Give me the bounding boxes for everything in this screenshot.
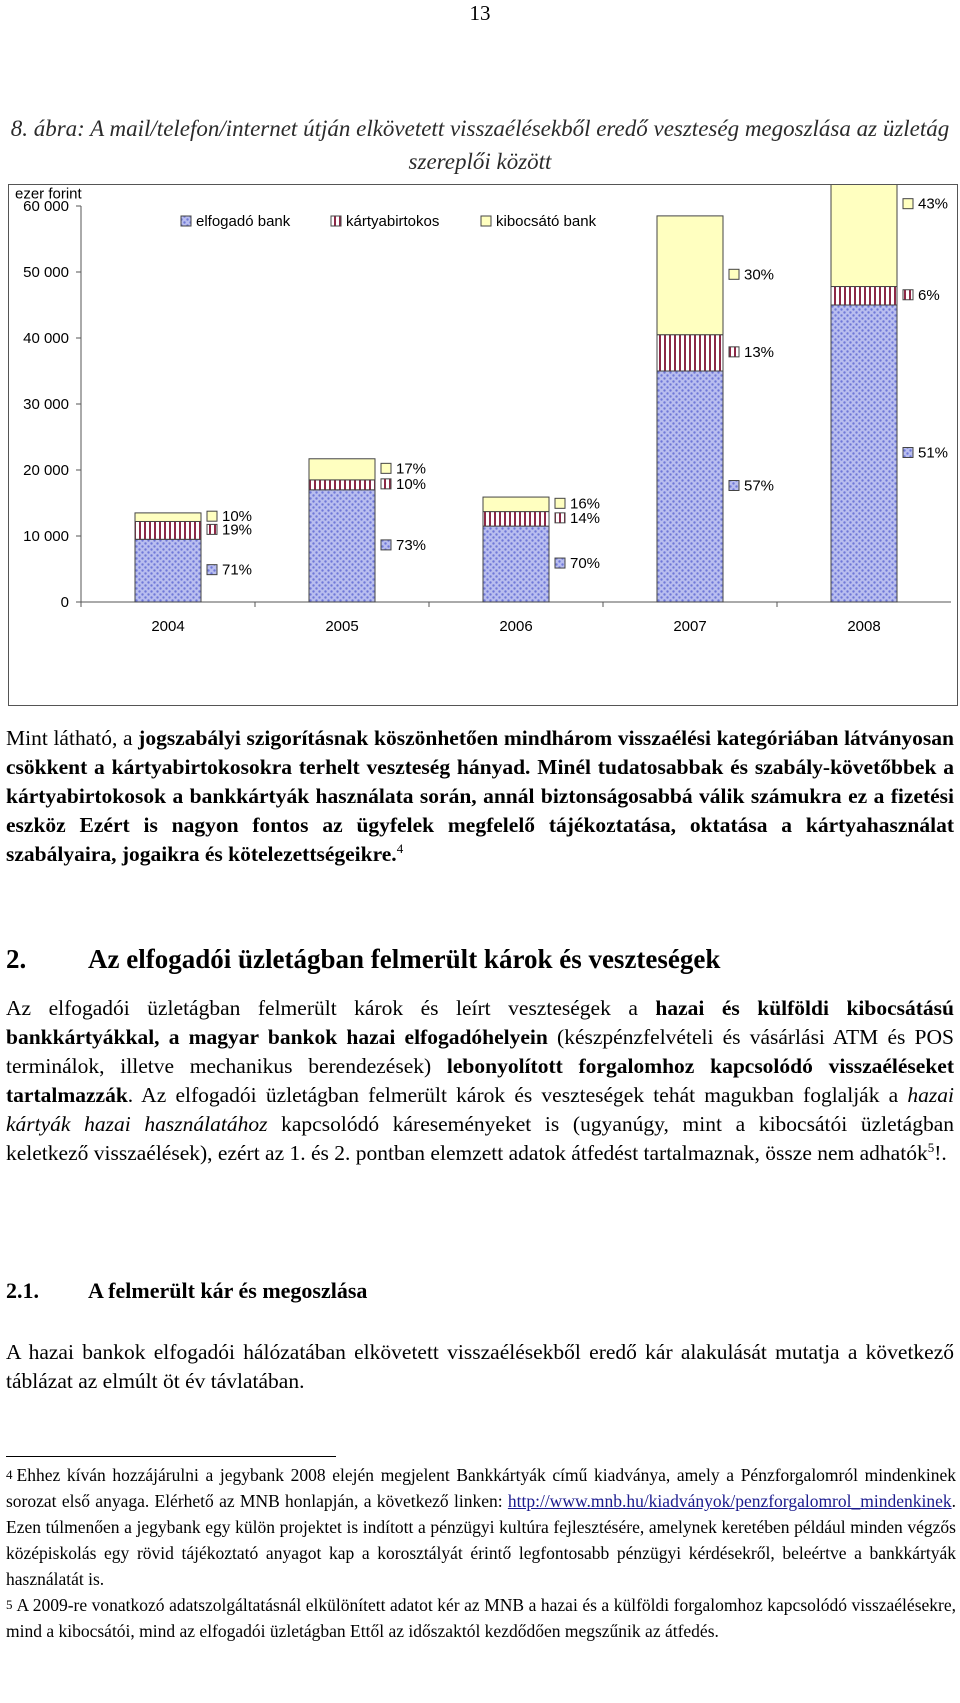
data-label: 70% (570, 555, 601, 573)
legend-swatch (181, 216, 191, 226)
data-label-swatch (729, 347, 739, 357)
data-label: 16% (570, 495, 601, 513)
data-label: 51% (918, 444, 949, 462)
bar-segment-elfogadó-bank (831, 305, 897, 602)
footnote-4-mark: 4 (6, 1467, 13, 1482)
bar-segment-kibocsátó-bank (483, 497, 549, 512)
data-label: 30% (744, 266, 775, 284)
footnote-ref-4: 4 (396, 840, 404, 856)
data-label-swatch (207, 511, 217, 521)
x-tick-label: 2004 (151, 618, 185, 635)
data-label-swatch (381, 540, 391, 550)
footnote-4-text-1: Ehhez kíván hozzájárulni a jegybank 2008 elején megjelent Bankkártyák című kiadványa, amely a Pénzforgalomról mindenkinek sorozat első anyaga. Elérhető az MNB honlapján, a következő linken: (6, 1465, 956, 1511)
footnote-4-text-2: . Ezen túlmenően a jegybank egy külön projektet is indított a pénzügyi kultúra fejlesztésére, amelynek keretében például minden végzős középiskolás egy rövid tájékoztató anyagot kap a korosztályát érintő legfontosabb pénzügyi kérdésekről, beleértve a bankkártyák használatát is. (6, 1491, 956, 1589)
data-label-swatch (207, 524, 217, 534)
para2-text-5: !. (934, 1141, 947, 1165)
data-label: 14% (570, 509, 601, 527)
y-tick-label: 60 000 (23, 198, 69, 215)
section-number: 2. (6, 944, 27, 974)
bar-segment-kártyabirtokos (135, 521, 201, 539)
bar-segment-kibocsátó-bank (657, 216, 723, 335)
bar-segment-kártyabirtokos (657, 335, 723, 371)
data-label-swatch (381, 479, 391, 489)
para2-italic: hazai kártyák hazai használatához (6, 1083, 954, 1136)
para1-text: Mint látható, a (6, 726, 139, 750)
y-tick-label: 0 (60, 594, 69, 611)
subsection-number: 2.1. (6, 1278, 39, 1303)
para2-text-2: (készpénzfelvételi és vásárlási ATM és POS terminálok, illetve mechanikus berendezések) (6, 1025, 954, 1078)
x-tick-label: 2007 (673, 618, 707, 635)
data-label: 71% (222, 561, 253, 579)
data-label-swatch (729, 269, 739, 279)
legend-swatch (331, 216, 341, 226)
data-label-swatch (555, 513, 565, 523)
para2-bold-2: lebonyolított forgalomhoz kapcsolódó visszaéléseket tartalmazzák (6, 1054, 954, 1107)
data-label-swatch (555, 498, 565, 508)
data-label: 10% (396, 475, 427, 493)
footnote-4 (6, 1462, 956, 1592)
footnote-5-text: A 2009-re vonatkozó adatszolgáltatásnál elkülönített adatot kér az MNB a hazai és a külföldi forgalomhoz kapcsolódó visszaélésekre, mind a kibocsátói, mind az elfogadói üzletágban Ettől az időszaktól kezdődően megszűnik az átfedés. (6, 1595, 956, 1641)
bar-segment-elfogadó-bank (309, 490, 375, 602)
para2-text-1: Az elfogadói üzletágban felmerült károk és leírt veszteségek a (6, 996, 656, 1020)
data-label: 6% (918, 286, 940, 304)
y-tick-label: 10 000 (23, 528, 69, 545)
data-label-swatch (903, 290, 913, 300)
bar-segment-kibocsátó-bank (831, 185, 897, 287)
y-tick-label: 30 000 (23, 396, 69, 413)
data-label-swatch (729, 481, 739, 491)
paragraph-loss-share (6, 724, 954, 869)
bar-segment-kártyabirtokos (309, 480, 375, 490)
data-label: 10% (222, 508, 253, 526)
x-tick-label: 2005 (325, 618, 359, 635)
legend-entry: kibocsátó bank (496, 213, 597, 230)
chart-frame (8, 184, 958, 706)
legend-swatch (481, 216, 491, 226)
footnote-5-mark: 5 (6, 1597, 13, 1612)
bar-segment-kibocsátó-bank (135, 513, 201, 522)
data-label-swatch (555, 558, 565, 568)
data-label: 13% (744, 343, 775, 361)
section-heading-2 (6, 944, 720, 975)
paragraph-table-intro (6, 1338, 954, 1396)
legend-entry: elfogadó bank (196, 213, 291, 230)
data-label-swatch (207, 565, 217, 575)
y-axis-unit-label: ezer forint (15, 185, 82, 203)
subsection-heading-2-1 (6, 1278, 367, 1304)
bar-segment-elfogadó-bank (657, 371, 723, 602)
footnote-separator (6, 1456, 336, 1457)
bar-segment-elfogadó-bank (135, 539, 201, 602)
footnote-5 (6, 1592, 956, 1644)
y-tick-label: 40 000 (23, 330, 69, 347)
para1-bold: jogszabályi szigorításnak köszönhetően mindhárom visszaélési kategóriában látványosan csökkent a kártyabirtokosokra terhelt veszteség hányad. Minél tudatosabbak és szabály-követőbbek a kártyabirtokosok a bankkártyák használata során, annál biztonságosabbá válik számukra ez a fizetési eszköz Ezért is nagyon fontos az ügyfelek megfelelő tájékoztatása, oktatása a kártyahasználat szabályaira, jogaikra és kötelezettségeikre. (6, 726, 954, 866)
footnotes (6, 1462, 956, 1644)
bar-segment-elfogadó-bank (483, 526, 549, 602)
section-title: Az elfogadói üzletágban felmerült károk és veszteségek (88, 944, 721, 974)
data-label: 19% (222, 521, 253, 539)
data-label-swatch (903, 448, 913, 458)
mnb-link[interactable]: http://www.mnb.hu/kiadványok/penzforgalomrol_mindenkinek (507, 1491, 952, 1511)
para2-text-3: . Az elfogadói üzletágban felmerült károk és veszteségek tehát magukban foglalják a (127, 1083, 908, 1107)
bar-segment-kártyabirtokos (831, 287, 897, 305)
x-tick-label: 2008 (847, 618, 881, 635)
x-tick-label: 2006 (499, 618, 533, 635)
paragraph-acquirer-losses (6, 994, 954, 1168)
figure-caption: 8. ábra: A mail/telefon/internet útján elkövetett visszaélésekből eredő veszteség megoszlása az üzletág szereplői között (10, 116, 950, 174)
legend-entry: kártyabirtokos (346, 213, 440, 230)
bar-segment-kártyabirtokos (483, 512, 549, 527)
data-label: 73% (396, 536, 427, 554)
para2-text-4: kapcsolódó káreseményeket is (ugyanúgy, mint a kibocsátói üzletágban keletkező visszaélések), ezért az 1. és 2. pontban elemzett adatok átfedést tartalmaznak, össze nem adhatók (6, 1112, 954, 1165)
data-label: 43% (918, 195, 949, 213)
stacked-bar-chart (9, 185, 957, 705)
para2-bold-1: hazai és külföldi kibocsátású bankkártyákkal, a magyar bankok hazai elfogadóhelyein (6, 996, 954, 1049)
y-tick-label: 20 000 (23, 462, 69, 479)
bar-segment-kibocsátó-bank (309, 459, 375, 480)
data-label: 57% (744, 477, 775, 495)
data-label-swatch (903, 199, 913, 209)
footnote-ref-5: 5 (927, 1139, 935, 1155)
y-tick-label: 50 000 (23, 264, 69, 281)
para3-text: A hazai bankok elfogadói hálózatában elkövetett visszaélésekből eredő kár alakulását mutatja a következő táblázat az elmúlt öt év távlatában. (6, 1340, 954, 1393)
subsection-title: A felmerült kár és megoszlása (88, 1278, 368, 1303)
data-label: 17% (396, 460, 427, 478)
page-number: 13 (469, 1, 491, 25)
data-label-swatch (381, 463, 391, 473)
